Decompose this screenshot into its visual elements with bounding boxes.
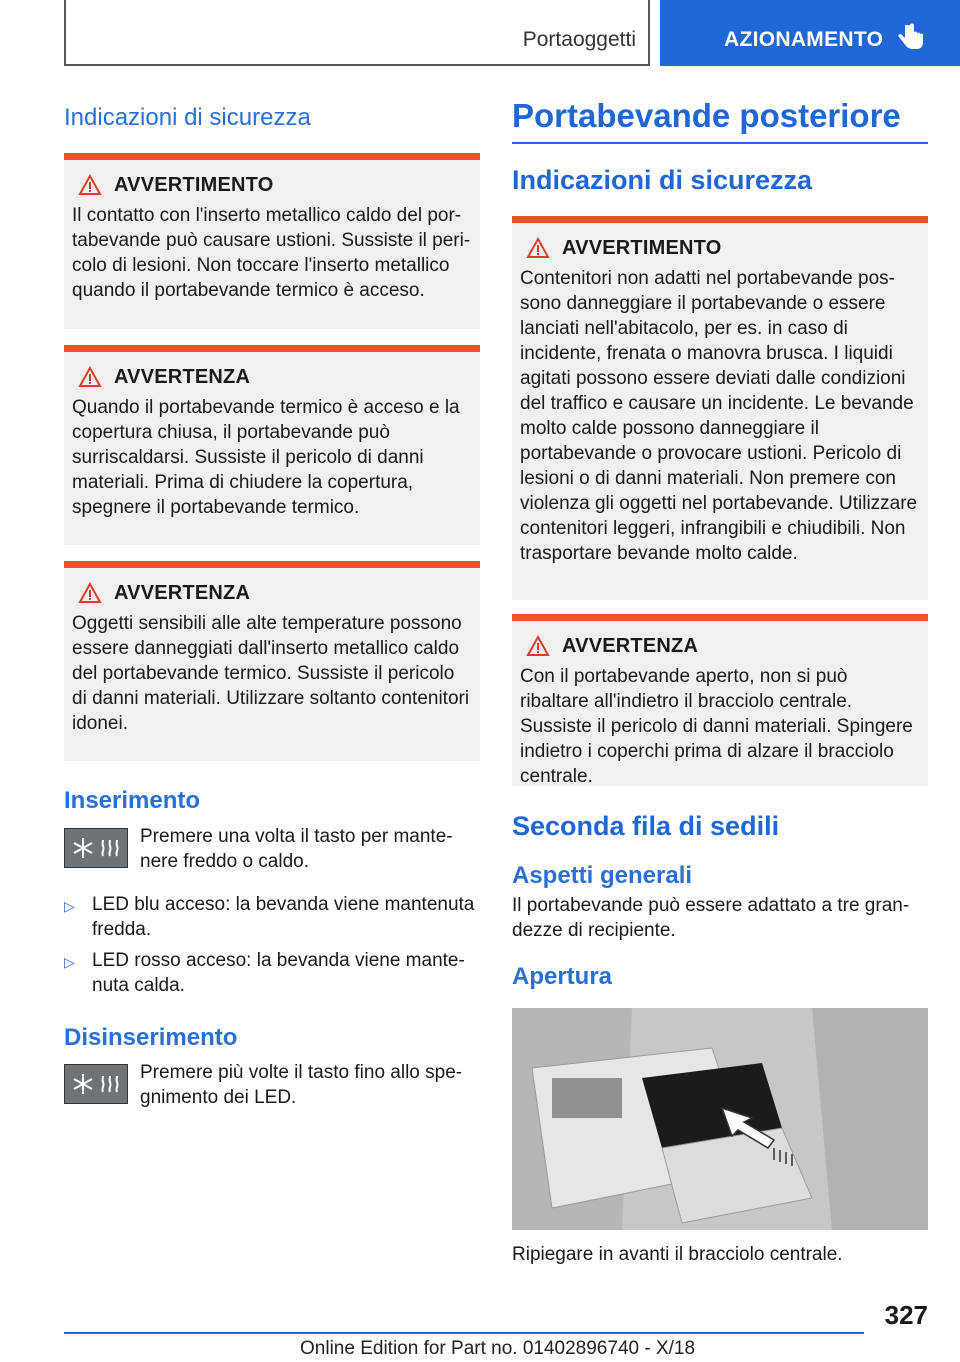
snowflake-icon xyxy=(71,1072,95,1096)
left-column xyxy=(64,96,480,1110)
inserimento-button-row xyxy=(64,824,480,874)
list-item: ▷ LED blu acceso: la bevanda viene mantenuta fredda. xyxy=(64,893,475,940)
warning-title: AVVERTENZA xyxy=(114,365,251,388)
warning-text: Il contatto con l'inserto metallico caldo del portabevande può causare ustioni. Sussiste il pericolo di lesioni. Non toccare l'inserto metallico quando il portabevande termico è acceso. xyxy=(72,204,471,301)
page-number: 327 xyxy=(884,1300,928,1330)
hand-pointer-icon xyxy=(896,22,926,54)
page-header xyxy=(0,0,960,66)
header-section-box xyxy=(64,0,650,66)
disinserimento-text: Premere più volte il tasto fino allo spegnimento dei LED. xyxy=(140,1062,463,1109)
warning-box xyxy=(512,216,928,600)
inserimento-list xyxy=(64,892,480,998)
triangle-bullet-icon: ▷ xyxy=(64,953,75,970)
warning-triangle-icon xyxy=(526,237,550,259)
warning-title: AVVERTIMENTO xyxy=(114,173,274,196)
disinserimento-button-row xyxy=(64,1060,480,1110)
warning-box xyxy=(64,561,480,761)
right-column xyxy=(512,96,928,1267)
warning-title: AVVERTENZA xyxy=(114,581,251,604)
warning-box xyxy=(64,345,480,545)
second-row-heading: Seconda fila di sedili xyxy=(512,810,780,841)
warning-text: Contenitori non adatti nel portabevande possono danneggiare il portabevande o essere lanciati nell'abitacolo, per es. in caso di incidente, frenata o manovra brusca. I liquidi agitati possono essere deviati dalle condizioni del traffico e causare un incidente. Le bevande molto calde possono danneggiare il portabevande o provocare ustioni. Pericolo di lesioni o di danni materiali. Non premere con violenza gli oggetti nel portabevande. Utilizzare contenitori leggeri, infrangibili e chiudibili. Non trasportare bevande molto calde. xyxy=(520,267,918,564)
warning-title: AVVERTENZA xyxy=(562,634,699,657)
warning-triangle-icon xyxy=(526,635,550,657)
inserimento-heading: Inserimento xyxy=(64,786,201,814)
footer-divider xyxy=(64,1332,864,1334)
warning-triangle-icon xyxy=(78,582,102,604)
header-chapter-tab xyxy=(660,0,960,66)
list-item: ▷ LED rosso acceso: la bevanda viene mantenuta calda. xyxy=(64,949,465,996)
footer-edition: Online Edition for Part no. 01402896740 - X/18 xyxy=(300,1338,696,1359)
cooling-heating-button-image xyxy=(64,828,128,868)
photo-caption: Ripiegare in avanti il bracciolo centrale. xyxy=(512,1243,843,1265)
inserimento-text: Premere una volta il tasto per mantenere freddo o caldo. xyxy=(140,825,453,872)
warning-triangle-icon xyxy=(78,366,102,388)
general-aspects-text: Il portabevande può essere adattato a tre grandezze di recipiente. xyxy=(512,895,910,942)
heat-waves-icon xyxy=(99,836,121,860)
header-chapter-label: AZIONAMENTO xyxy=(724,28,884,51)
general-aspects-heading: Aspetti generali xyxy=(512,862,693,890)
warning-text: Quando il portabevande termico è acceso e la copertura chiusa, il portabevande può surriscaldarsi. Sussiste il pericolo di danni materiali. Prima di chiudere la copertura, spegnere il portabevande termico. xyxy=(72,396,460,518)
header-section-title: Portaoggetti xyxy=(522,28,636,51)
warning-box xyxy=(64,153,480,329)
snowflake-icon xyxy=(71,836,95,860)
triangle-bullet-icon: ▷ xyxy=(64,897,75,914)
opening-heading: Apertura xyxy=(512,963,613,991)
cooling-heating-button-image xyxy=(64,1064,128,1104)
warning-triangle-icon xyxy=(78,174,102,196)
section-title: Portabevande posteriore xyxy=(512,96,928,144)
armrest-photo xyxy=(512,1008,928,1230)
disinserimento-heading: Disinserimento xyxy=(64,1023,238,1051)
left-safety-heading: Indicazioni di sicurezza xyxy=(64,104,311,131)
warning-text: Oggetti sensibili alle alte temperature possono essere danneggiati dall'inserto metallico caldo del portabevande termico. Sussiste il pericolo di danni materiali. Utilizzare soltanto contenitori idonei. xyxy=(72,612,470,734)
warning-text: Con il portabevande aperto, non si può ribaltare all'indietro il bracciolo centrale. Sussiste il pericolo di danni materiali. Spingere indietro i coperchi prima di alzare il bracciolo centrale. xyxy=(520,665,913,787)
heat-waves-icon xyxy=(99,1072,121,1096)
warning-box xyxy=(512,614,928,786)
warning-title: AVVERTIMENTO xyxy=(562,236,722,259)
right-safety-heading: Indicazioni di sicurezza xyxy=(512,164,813,195)
